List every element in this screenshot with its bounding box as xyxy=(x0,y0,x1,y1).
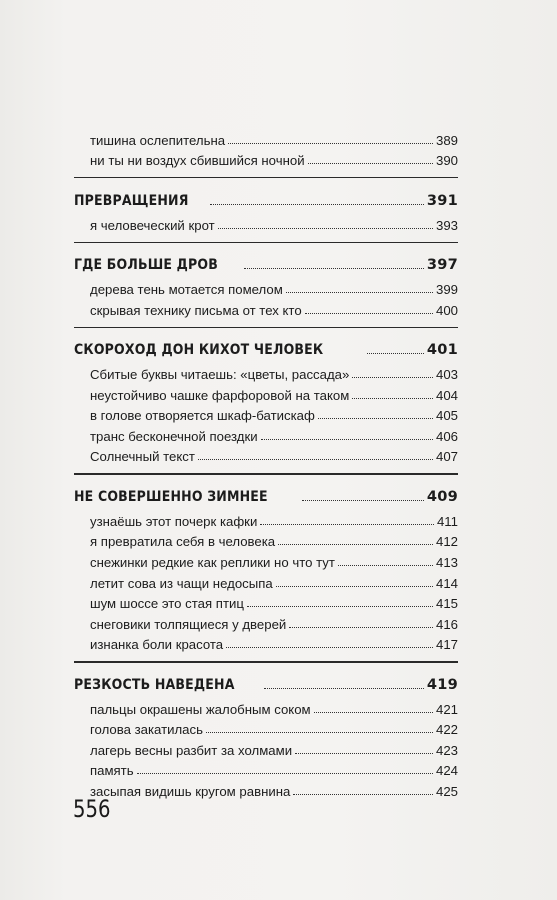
toc-entry-page: 423 xyxy=(435,742,458,758)
dot-leader xyxy=(218,228,433,229)
dot-leader xyxy=(264,688,424,689)
dot-leader xyxy=(206,732,433,733)
toc-entry xyxy=(74,276,458,297)
dot-leader xyxy=(226,647,433,648)
toc-section-heading xyxy=(74,337,458,358)
toc-entry-page: 404 xyxy=(435,387,458,403)
toc-entry-page: 412 xyxy=(435,534,458,550)
toc-entry-title: ни ты ни воздух сбившийся ночной xyxy=(90,153,305,169)
toc-entry xyxy=(74,382,458,403)
toc-entry xyxy=(74,127,458,148)
toc-entry-page: 425 xyxy=(435,784,458,800)
toc-entry-title: летит сова из чащи недосыпа xyxy=(90,575,273,591)
toc-entry-title: в голове отворяется шкаф-батискаф xyxy=(90,408,315,424)
toc-entry-title: я человеческий крот xyxy=(90,217,215,233)
section-page: 391 xyxy=(426,191,458,209)
toc-entry-title: Солнечный текст xyxy=(90,449,195,465)
toc-entry xyxy=(74,570,458,591)
section-page: 409 xyxy=(426,488,458,506)
toc-entry-title: скрывая технику письма от тех кто xyxy=(90,302,302,318)
toc-entry-title: снежинки редкие как реплики но что тут xyxy=(90,554,335,570)
toc-entry-page: 407 xyxy=(435,449,458,465)
toc-entry xyxy=(74,212,458,233)
toc-entry xyxy=(74,529,458,550)
toc-entry-title: неустойчиво чашке фарфоровой на таком xyxy=(90,387,350,403)
toc-entry-title: засыпая видишь кругом равнина xyxy=(90,784,291,800)
dot-leader xyxy=(289,627,433,628)
toc-entry xyxy=(74,148,458,169)
toc-entry xyxy=(74,549,458,570)
toc-entry xyxy=(74,297,458,318)
section-title: РЕЗКОСТЬ НАВЕДЕНА xyxy=(74,676,235,694)
dot-leader xyxy=(260,524,434,525)
toc-entry-title: пальцы окрашены жалобным соком xyxy=(90,701,311,717)
section-page: 397 xyxy=(426,256,458,274)
toc-entry-title: узнаёшь этот почерк кафки xyxy=(90,513,258,529)
dot-leader xyxy=(314,712,433,713)
dot-leader xyxy=(198,459,433,460)
dot-leader xyxy=(305,313,433,314)
dot-leader xyxy=(318,418,433,419)
section-rule xyxy=(74,473,458,474)
toc-entry xyxy=(74,508,458,529)
toc-entry-page: 413 xyxy=(435,554,458,570)
dot-leader xyxy=(367,353,424,354)
dot-leader xyxy=(137,773,433,774)
toc-entry-page: 389 xyxy=(435,132,458,148)
toc-entry-page: 405 xyxy=(435,408,458,424)
toc-entry-title: голова закатилась xyxy=(90,722,203,738)
section-rule xyxy=(74,661,458,662)
toc-entry-page: 406 xyxy=(435,428,458,444)
toc-entry-title: я превратила себя в человека xyxy=(90,534,276,550)
section-title: ПРЕВРАЩЕНИЯ xyxy=(74,191,189,209)
toc-section-heading xyxy=(74,188,458,209)
dot-leader xyxy=(295,753,433,754)
toc-entry xyxy=(74,361,458,382)
toc-entry-title: шум шоссе это стая птиц xyxy=(90,596,244,612)
toc-entry-page: 417 xyxy=(435,637,458,653)
dot-leader xyxy=(308,163,433,164)
toc-entry xyxy=(74,632,458,653)
section-rule xyxy=(74,242,458,243)
section-page: 401 xyxy=(426,341,458,359)
dot-leader xyxy=(286,292,433,293)
dot-leader xyxy=(338,565,433,566)
dot-leader xyxy=(247,606,433,607)
toc-entry-title: лагерь весны разбит за холмами xyxy=(90,742,293,758)
toc-entry xyxy=(74,611,458,632)
toc-entry-title: тишина ослепительна xyxy=(90,132,226,148)
toc-entry xyxy=(74,423,458,444)
table-of-contents xyxy=(74,127,458,799)
toc-entry xyxy=(74,696,458,717)
toc-entry xyxy=(74,758,458,779)
toc-entry-title: снеговики толпящиеся у дверей xyxy=(90,616,287,632)
dot-leader xyxy=(244,268,423,269)
toc-entry-page: 424 xyxy=(435,763,458,779)
toc-entry xyxy=(74,591,458,612)
dot-leader xyxy=(210,204,424,205)
dot-leader xyxy=(261,439,433,440)
page-number: 556 xyxy=(73,795,111,823)
dot-leader xyxy=(278,544,433,545)
toc-entry-page: 422 xyxy=(435,722,458,738)
toc-entry-page: 416 xyxy=(435,616,458,632)
section-rule xyxy=(74,177,458,178)
dot-leader xyxy=(352,398,433,399)
toc-entry-page: 411 xyxy=(436,513,458,529)
toc-section-heading xyxy=(74,484,458,505)
toc-entry-page: 390 xyxy=(435,153,458,169)
toc-entry xyxy=(74,737,458,758)
toc-entry-title: память xyxy=(90,763,134,779)
toc-entry-page: 399 xyxy=(435,281,458,297)
toc-section-heading xyxy=(74,672,458,693)
section-page: 419 xyxy=(426,676,458,694)
toc-entry-title: Сбитые буквы читаешь: «цветы, рассада» xyxy=(90,366,350,382)
toc-entry xyxy=(74,778,458,799)
dot-leader xyxy=(352,377,433,378)
section-title: ГДЕ БОЛЬШЕ ДРОВ xyxy=(74,256,218,274)
toc-entry-title: транс бесконечной поездки xyxy=(90,428,258,444)
section-rule xyxy=(74,327,458,328)
toc-entry xyxy=(74,717,458,738)
toc-entry-page: 393 xyxy=(435,217,458,233)
dot-leader xyxy=(276,586,433,587)
toc-entry-title: изнанка боли красота xyxy=(90,637,224,653)
section-title: НЕ СОВЕРШЕННО ЗИМНЕЕ xyxy=(74,488,268,506)
toc-entry-page: 421 xyxy=(435,701,458,717)
toc-entry-title: дерева тень мотается помелом xyxy=(90,281,283,297)
toc-entry-page: 415 xyxy=(435,596,458,612)
toc-entry-page: 400 xyxy=(435,302,458,318)
toc-section-heading xyxy=(74,252,458,273)
toc-entry-page: 414 xyxy=(435,575,458,591)
dot-leader xyxy=(293,794,433,795)
section-title: СКОРОХОД ДОН КИХОТ ЧЕЛОВЕК xyxy=(74,341,324,359)
dot-leader xyxy=(228,143,433,144)
dot-leader xyxy=(302,500,424,501)
toc-entry xyxy=(74,403,458,424)
toc-entry xyxy=(74,444,458,465)
toc-entry-page: 403 xyxy=(435,366,458,382)
